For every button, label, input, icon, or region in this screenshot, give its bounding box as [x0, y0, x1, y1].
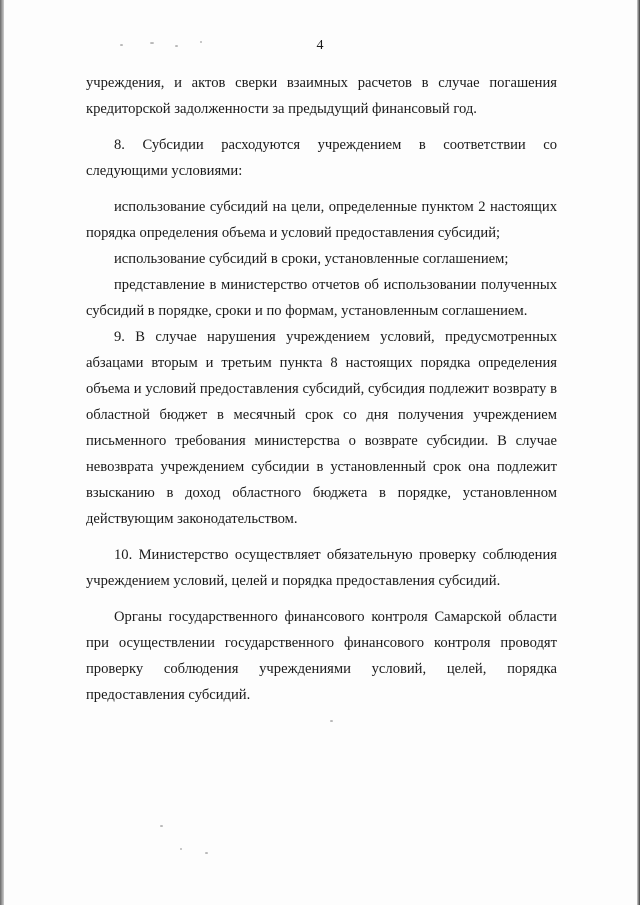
scan-speck — [330, 720, 333, 722]
scan-speck — [205, 852, 208, 854]
scan-speck — [120, 44, 123, 46]
document-body — [86, 70, 557, 708]
scan-left-edge — [0, 0, 4, 905]
scan-speck — [160, 825, 163, 827]
scan-speck — [200, 41, 202, 43]
paragraph-item-8: 8. Субсидии расходуются учреждением в соответствии со следующими условиями: — [86, 137, 557, 179]
paragraph-condition-terms: использование субсидий в сроки, установленные соглашением; — [114, 251, 509, 267]
paragraph-control-bodies: Органы государственного финансового контроля Самарской области при осуществлении государственного финансового контроля проводят проверку соблюдения учреждениями условий, целей, порядка предоставления субсидий. — [86, 609, 557, 703]
paragraph-continuation: учреждения, и актов сверки взаимных расчетов в случае погашения кредиторской задолженности за предыдущий финансовый год. — [86, 75, 557, 117]
scan-speck — [150, 42, 154, 44]
paragraph-item-10: 10. Министерство осуществляет обязательную проверку соблюдения учреждением условий, целей и порядка предоставления субсидий. — [86, 547, 557, 589]
paragraph-condition-purpose: использование субсидий на цели, определенные пунктом 2 настоящих порядка определения объема и условий предоставления субсидий; — [86, 199, 557, 241]
scan-speck — [175, 45, 178, 47]
paragraph-item-9: 9. В случае нарушения учреждением условий, предусмотренных абзацами вторым и третьим пункта 8 настоящих порядка определения объема и условий предоставления субсидий, субсидия подлежит возврату в областной бюджет в месячный срок со дня получения учреждением письменного требования министерства о возврате субсидии. В случае невозврата учреждением субсидии в установленный срок она подлежит взысканию в доход областного бюджета в порядке, установленном действующим законодательством. — [86, 329, 557, 527]
scan-speck — [180, 848, 182, 850]
paragraph-condition-reports: представление в министерство отчетов об использовании полученных субсидий в порядке, сроки и по формам, установленным соглашением. — [86, 277, 557, 319]
page-number: 4 — [316, 38, 324, 53]
